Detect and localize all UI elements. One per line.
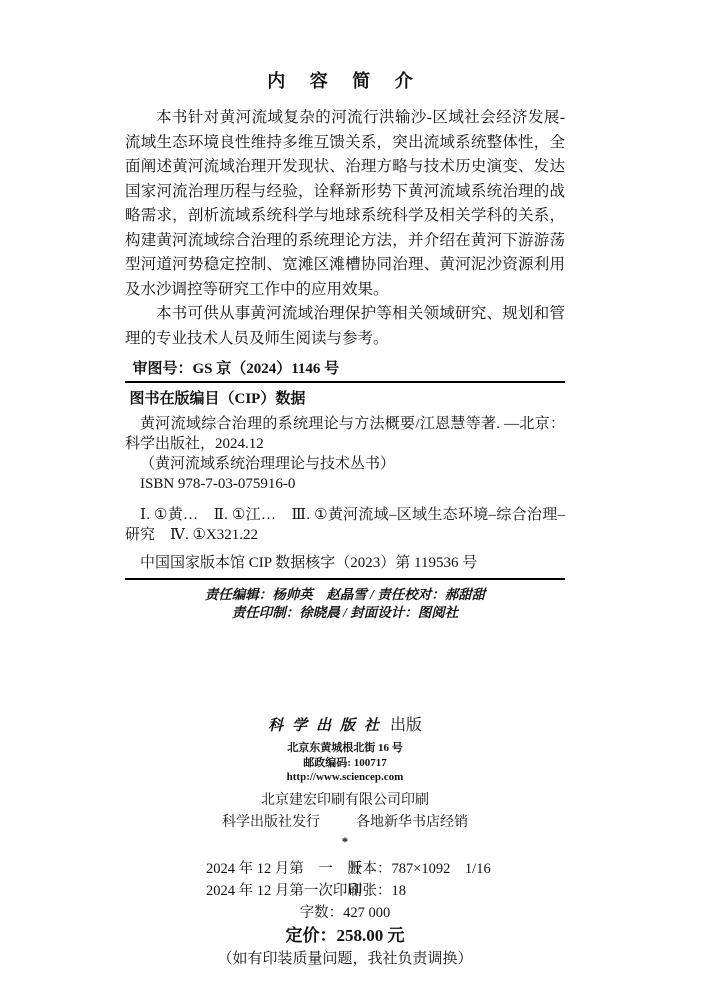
cip-entry-line: 黄河流域综合治理的系统理论与方法概要/江恩慧等著. —北京：科学出版社，2024.12 (125, 416, 565, 452)
publisher-website: http://www.sciencep.com (286, 771, 404, 783)
publisher-postcode: 邮政编码: 100717 (303, 756, 387, 769)
main-text-column (125, 70, 565, 621)
edition-date: 2024 年 12 月第 一 版 (206, 860, 362, 877)
quality-notice: （如有印装质量问题，我社负责调换） (217, 950, 473, 967)
distribution-line (125, 815, 565, 831)
imprint-block (125, 716, 565, 968)
publisher-logo-suffix: 出版 (390, 717, 423, 734)
map-approval-number: 审图号：GS 京（2024）1146 号 (125, 361, 565, 383)
cip-classification: Ⅰ. ①黄… Ⅱ. ①江… Ⅲ. ①黄河流域–区域生态环境–综合治理–研究 Ⅳ. ①X321.22 (125, 507, 565, 543)
publisher-logo (125, 716, 565, 736)
format-spec: 开本：787×1092 1/16 (348, 860, 491, 877)
printing-date: 2024 年 12 月第一次印刷 (206, 882, 362, 899)
edition-info (125, 858, 565, 902)
isbn-number: ISBN 978-7-03-075916-0 (140, 476, 296, 492)
intro-paragraph-1: 本书针对黄河流域复杂的河流行洪输沙-区域社会经济发展-流域生态环境良性维持多维互馈关系，突出流域系统整体性，全面阐述黄河流域治理开发现状、治理方略与技术历史演变、发达国家河流治理历程与经验，诠释新形势下黄河流域系统治理的战略需求，剖析流域系统科学与地球系统科学及相关学科的关系，构建黄河流域综合治理的系统理论方法，并介绍在黄河下游游荡型河道河势稳定控制、宽滩区滩槽协同治理、黄河泥沙资源利用及水沙调控等研究工作中的应用效果。 (125, 109, 565, 298)
publisher-logo-script: 科学出版社 (267, 718, 388, 734)
intro-paragraph-2: 本书可供从事黄河流域治理保护等相关领域研究、规划和管理的专业技术人员及师生阅读与参考。 (125, 305, 565, 347)
sheet-count: 印张：18 (348, 882, 406, 899)
content-summary-title: 内 容 简 介 (267, 71, 423, 91)
distributor-bookstores: 各地新华书店经销 (356, 814, 468, 830)
edition-row (125, 880, 565, 902)
cip-record-number: 中国国家版本馆 CIP 数据核字（2023）第 119536 号 (140, 555, 478, 571)
edition-row (125, 858, 565, 880)
staff-print-design-line: 责任印制：徐晓晨 / 封面设计：图阅社 (231, 604, 459, 620)
publisher-address: 北京东黄城根北街 16 号 (287, 742, 403, 754)
price: 定价：258.00 元 (285, 925, 405, 945)
star-divider: * (341, 833, 349, 849)
cip-heading: 图书在版编目（CIP）数据 (129, 391, 306, 407)
horizontal-rule (125, 578, 565, 580)
printer-line: 北京建宏印刷有限公司印刷 (261, 792, 429, 808)
word-count: 字数：427 000 (299, 904, 391, 921)
cip-series-title: （黄河流域系统治理理论与技术丛书） (140, 456, 396, 472)
distributor-publisher: 科学出版社发行 (222, 814, 320, 830)
staff-editors-line: 责任编辑：杨帅英 赵晶雪 / 责任校对：郝甜甜 (204, 587, 486, 602)
